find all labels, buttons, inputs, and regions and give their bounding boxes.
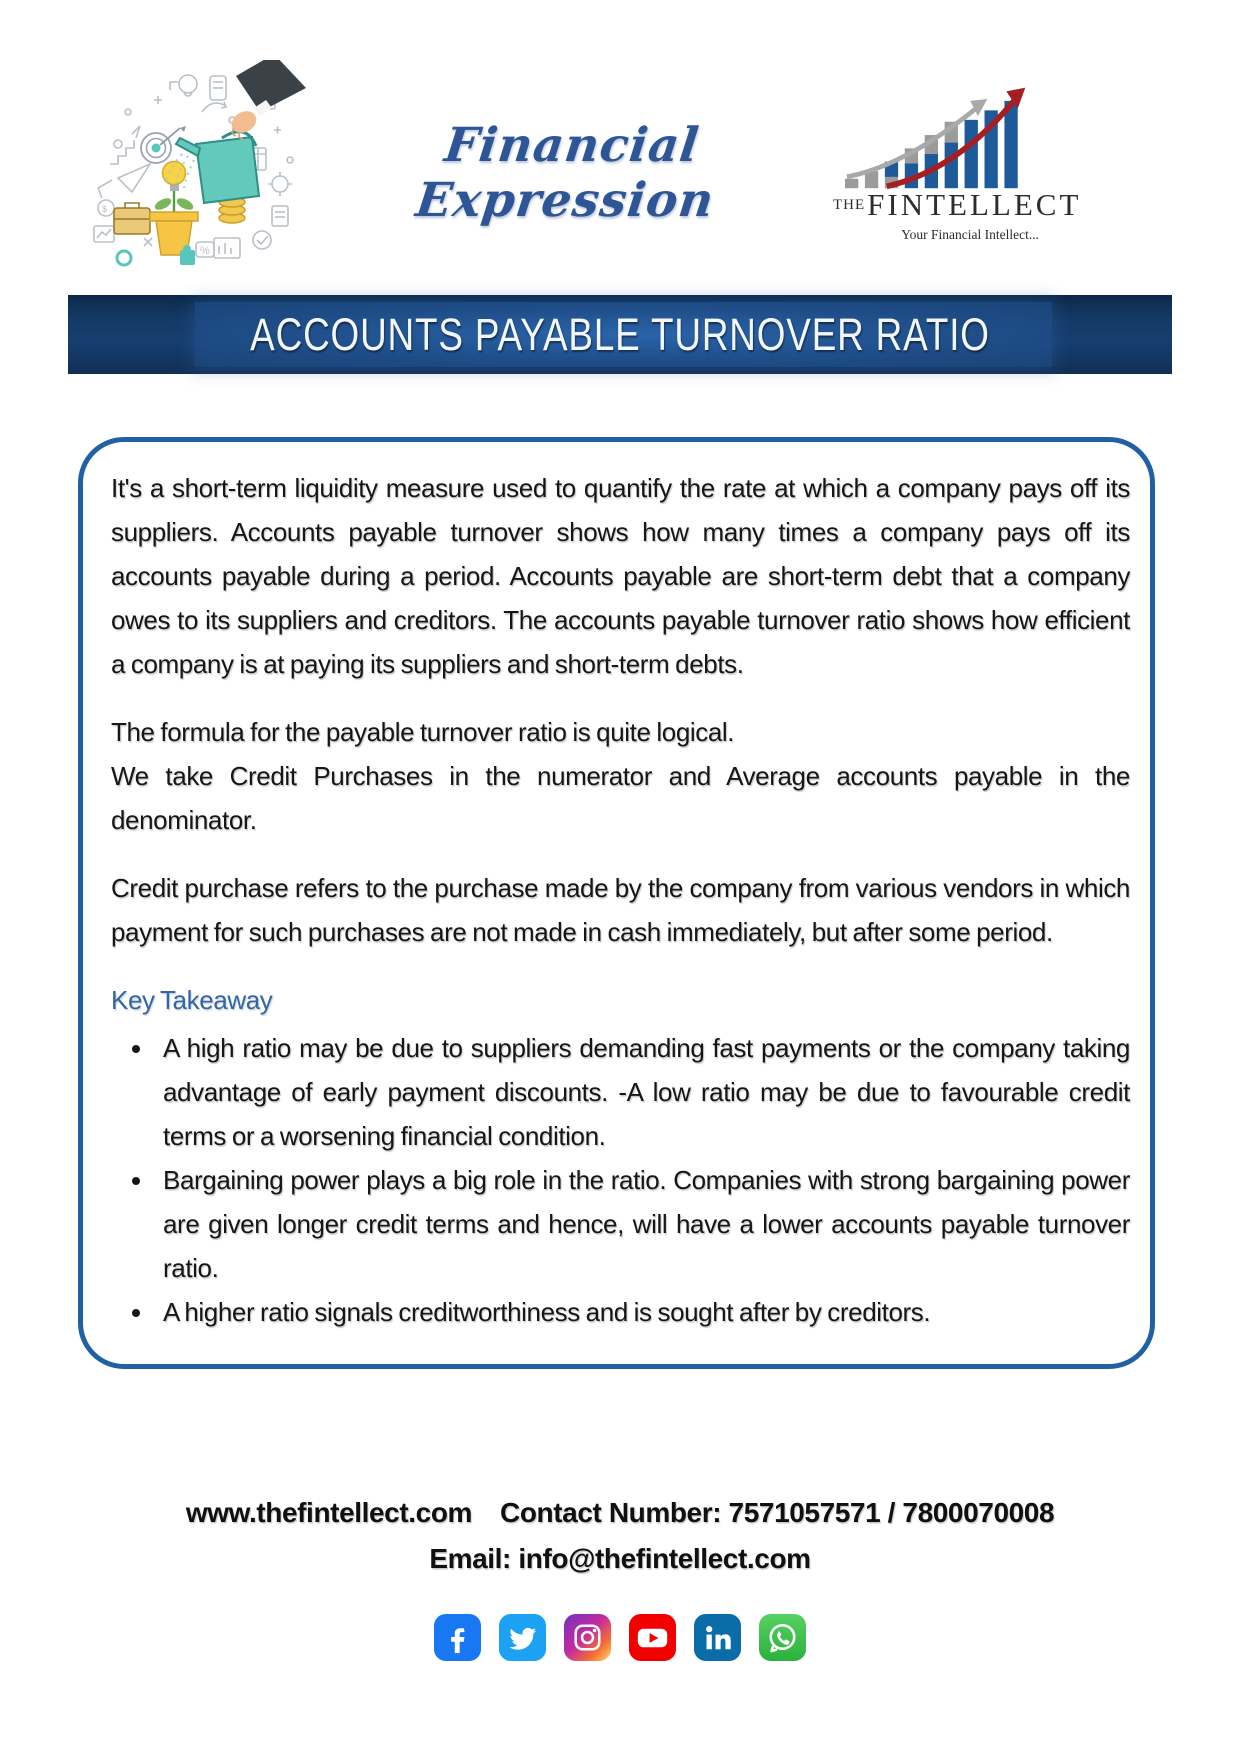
- content-box: [78, 437, 1155, 1369]
- logo-the-text: THE: [833, 197, 866, 213]
- logo-bar-chart-icon: [838, 80, 1038, 192]
- paragraph-credit-purchase: Credit purchase refers to the purchase made by the company from various vendors in which payment for such purchases are not made in cash immediately, but after some period.: [111, 873, 1130, 947]
- email-address: info@thefintellect.com: [518, 1543, 811, 1574]
- svg-text:$: $: [102, 204, 108, 214]
- header-doodle-illustration: [84, 60, 306, 272]
- logo-wordmark: [833, 187, 1082, 226]
- linkedin-icon[interactable]: [694, 1614, 741, 1661]
- fintellect-logo: [833, 80, 1082, 243]
- youtube-icon[interactable]: [629, 1614, 676, 1661]
- footer-email-line: [0, 1543, 1240, 1575]
- svg-text:%: %: [200, 245, 210, 257]
- facebook-icon[interactable]: [434, 1614, 481, 1661]
- footer-contact-line: [0, 1497, 1240, 1529]
- logo-tagline: Your Financial Intellect...: [901, 227, 1039, 242]
- website-url: www.thefintellect.com: [185, 1497, 473, 1528]
- instagram-icon[interactable]: [564, 1614, 611, 1661]
- key-takeaway-heading: Key Takeaway: [111, 985, 273, 1015]
- page-title: ACCOUNTS PAYABLE TURNOVER RATIO: [250, 308, 990, 360]
- paragraph-formula: The formula for the payable turnover ratio is quite logical. We take Credit Purchases in the numerator and Average accounts payable in the denominator.: [111, 717, 1130, 835]
- title-banner: [68, 295, 1172, 374]
- takeaway-bullet: • A higher ratio signals creditworthiness and is sought after by creditors.: [155, 1290, 1130, 1334]
- takeaway-bullet: • Bargaining power plays a big role in the ratio. Companies with strong bargaining power are given longer credit terms and hence, will have a lower accounts payable turnover ratio.: [155, 1158, 1130, 1290]
- twitter-icon[interactable]: [499, 1614, 546, 1661]
- paragraph-definition: It's a short-term liquidity measure used to quantify the rate at which a company pays off its suppliers. Accounts payable turnover shows how many times a company pays off its accounts payable during a period. Accounts payable are short-term debt that a company owes to its suppliers and creditors. The accounts payable turnover ratio shows how efficient a company is at paying its suppliers and short-term debts.: [111, 473, 1130, 679]
- logo-name-text: FINTELLECT: [867, 187, 1082, 222]
- takeaway-bullet: • A high ratio may be due to suppliers demanding fast payments or the company taking advantage of early payment discounts. -A low ratio may be due to favourable credit terms or a worsening financial condition.: [155, 1026, 1130, 1158]
- contact-label: Contact Number:: [500, 1497, 722, 1528]
- whatsapp-icon[interactable]: [759, 1614, 806, 1661]
- contact-numbers: 7571057571 / 7800070008: [728, 1497, 1055, 1528]
- email-label: Email:: [429, 1543, 511, 1574]
- social-icons-row: [0, 1614, 1240, 1661]
- key-takeaway-list: [111, 1026, 1130, 1334]
- newsletter-title: Financial Expression: [412, 118, 718, 228]
